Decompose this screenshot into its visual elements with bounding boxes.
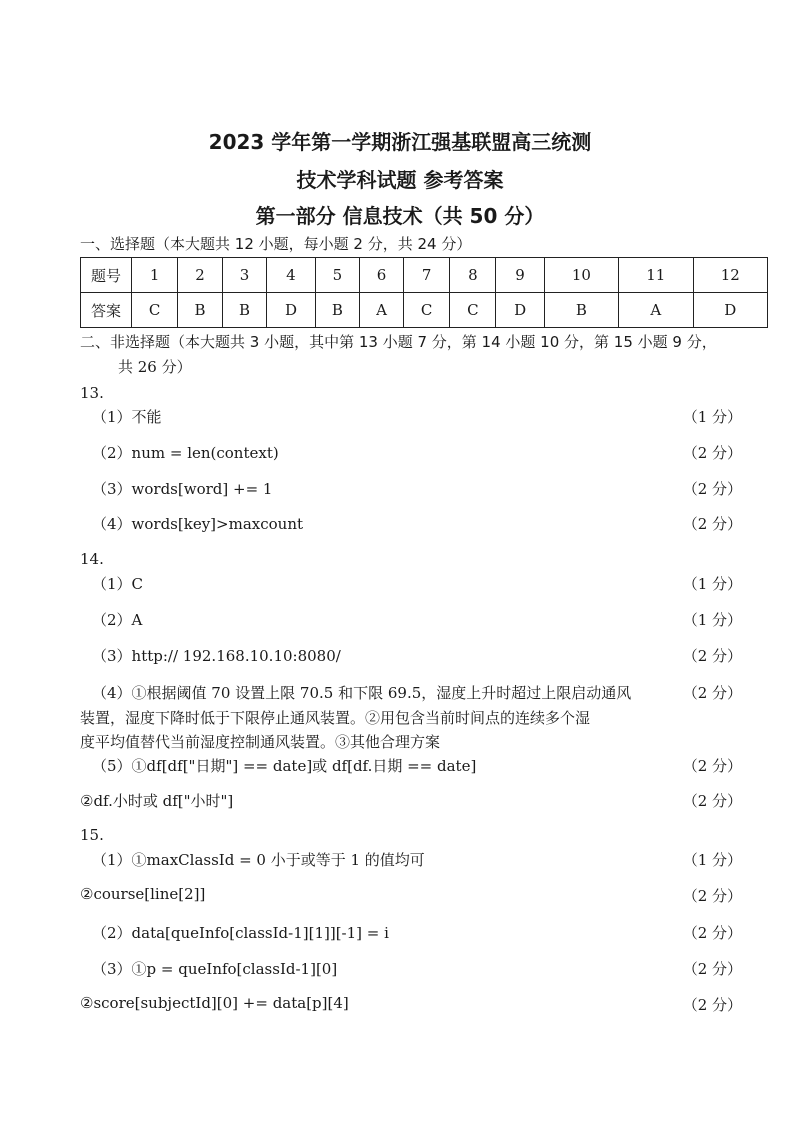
table-cell: D <box>496 293 544 328</box>
part-heading: 第一部分 信息技术（共 50 分） <box>255 204 545 228</box>
points-label: （2 分） <box>682 684 742 702</box>
table-cell: 11 <box>619 258 693 293</box>
table-cell: 8 <box>450 258 496 293</box>
points-label: （2 分） <box>682 960 742 978</box>
table-cell: 6 <box>360 258 404 293</box>
question-number: 14. <box>80 550 104 568</box>
table-cell: C <box>450 293 496 328</box>
points-label: （2 分） <box>682 757 742 775</box>
table-cell: A <box>619 293 693 328</box>
answer-line: （2）A <box>92 611 143 629</box>
points-label: （2 分） <box>682 515 742 533</box>
answer-table <box>80 257 768 328</box>
table-cell: 1 <box>132 258 178 293</box>
table-cell: 5 <box>315 258 360 293</box>
points-label: （1 分） <box>682 611 742 629</box>
table-cell: 10 <box>544 258 618 293</box>
answer-line: ②course[line[2]] <box>80 885 206 903</box>
points-label: （2 分） <box>682 887 742 905</box>
table-cell: C <box>403 293 449 328</box>
table-cell: 2 <box>178 258 223 293</box>
answer-line: （2）num = len(context) <box>92 444 279 462</box>
document-subtitle: 技术学科试题 参考答案 <box>296 168 504 192</box>
table-cell: B <box>222 293 267 328</box>
question-number: 15. <box>80 826 104 844</box>
points-label: （1 分） <box>682 575 742 593</box>
table-cell: B <box>315 293 360 328</box>
answer-line-cont: 装置，湿度下降时低于下限停止通风装置。②用包含当前时间点的连续多个湿 <box>80 709 591 727</box>
section2-heading: 二、非选择题（本大题共 3 小题，其中第 13 小题 7 分，第 14 小题 10 分，第 15 小题 9 分， <box>80 333 717 351</box>
answer-line: （4）①根据阈值 70 设置上限 70.5 和下限 69.5，湿度上升时超过上限启动通风 <box>92 684 632 702</box>
answer-line: ②df.小时或 df["小时"] <box>80 792 234 810</box>
answer-line: ②score[subjectId][0] += data[p][4] <box>80 994 349 1012</box>
table-cell: 4 <box>267 258 315 293</box>
document-title: 2023 学年第一学期浙江强基联盟高三统测 <box>208 130 592 154</box>
answer-line: （3）①p = queInfo[classId-1][0] <box>92 960 338 978</box>
points-label: （2 分） <box>682 924 742 942</box>
section1-heading: 一、选择题（本大题共 12 小题，每小题 2 分，共 24 分） <box>80 235 472 253</box>
points-label: （2 分） <box>682 444 742 462</box>
table-header-cell: 答案 <box>81 293 132 328</box>
points-label: （2 分） <box>682 647 742 665</box>
table-cell: 3 <box>222 258 267 293</box>
question-number: 13. <box>80 384 104 402</box>
points-label: （2 分） <box>682 480 742 498</box>
table-cell: B <box>544 293 618 328</box>
points-label: （2 分） <box>682 792 742 810</box>
answer-line: （5）①df[df["日期"] == date]或 df[df.日期 == date] <box>92 757 477 775</box>
answer-line: （3）http:// 192.168.10.10:8080/ <box>92 647 341 665</box>
table-cell: A <box>360 293 404 328</box>
answer-line-cont: 度平均值替代当前湿度控制通风装置。③其他合理方案 <box>80 733 441 751</box>
table-cell: D <box>267 293 315 328</box>
table-cell: 12 <box>693 258 767 293</box>
section2-heading-cont: 共 26 分） <box>118 358 192 376</box>
table-row-numbers <box>81 258 768 293</box>
answer-line: （2）data[queInfo[classId-1][1]][-1] = i <box>92 924 389 942</box>
table-cell: B <box>178 293 223 328</box>
table-cell: 9 <box>496 258 544 293</box>
answer-line: （1）①maxClassId = 0 小于或等于 1 的值均可 <box>92 851 425 869</box>
table-header-cell: 题号 <box>81 258 132 293</box>
answer-line: （4）words[key]>maxcount <box>92 515 304 533</box>
answer-line: （1）C <box>92 575 144 593</box>
points-label: （1 分） <box>682 408 742 426</box>
table-cell: D <box>693 293 767 328</box>
answer-line: （3）words[word] += 1 <box>92 480 273 498</box>
points-label: （1 分） <box>682 851 742 869</box>
points-label: （2 分） <box>682 996 742 1014</box>
table-cell: 7 <box>403 258 449 293</box>
table-row-answers <box>81 293 768 328</box>
table-cell: C <box>132 293 178 328</box>
answer-line: （1）不能 <box>92 408 162 426</box>
